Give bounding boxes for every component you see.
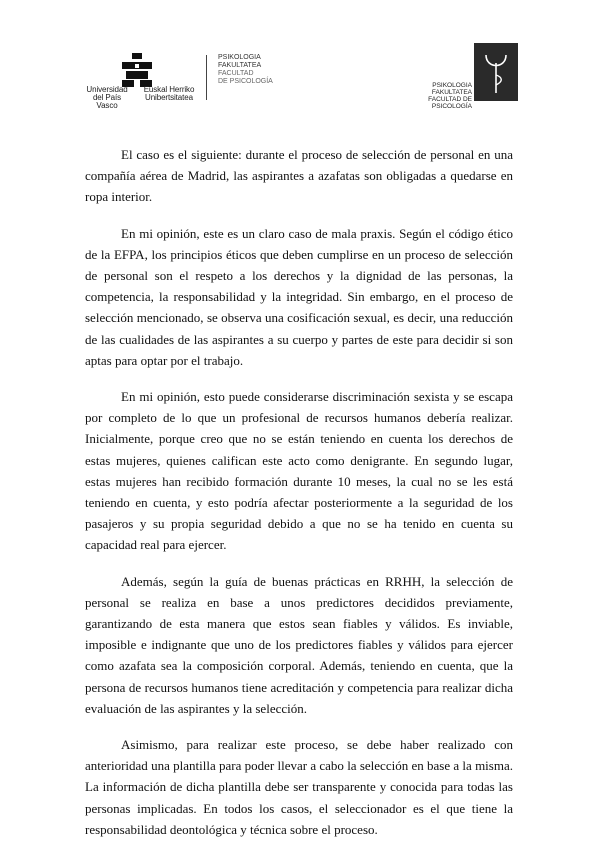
paragraph: El caso es el siguiente: durante el proceso de selección de personal en una compañía aérea de Madrid, las aspirantes a azafatas son obligadas a quedarse en ropa interior. bbox=[85, 147, 513, 205]
university-logo-icon bbox=[122, 53, 152, 87]
header-divider bbox=[206, 55, 207, 100]
faculty-caption: PSIKOLOGIA FAKULTATEA FACULTAD DE PSICOLOGÍA bbox=[428, 82, 472, 110]
paragraph: Además, según la guía de buenas prácticas en RRHH, la selección de personal se realiza en base a unos predictores decididos previamente, garantizando de esta manera que estos sean fiables y válidos. Es inviable, imposible e indignante que uno de los predictores fiables y válidos para ejercer como azafata sea la composición corporal. Además, teniendo en cuenta, que la persona de recursos humanos tiene acreditación y competencia para realizar dicha evaluación de las aspirantes y la selección. bbox=[85, 573, 513, 716]
faculty-name: PSIKOLOGIA FAKULTATEA FACULTAD DE PSICOLOGÍA bbox=[218, 54, 273, 85]
university-name-eu: Euskal Herriko Unibertsitatea bbox=[143, 85, 195, 102]
university-name-es: Universidad del País Vasco bbox=[86, 85, 128, 110]
page-header bbox=[0, 0, 600, 110]
paragraph: En mi opinión, esto puede considerarse discriminación sexista y se escapa por completo de lo que un profesional de recursos humanos debería realizar. Inicialmente, porque creo que no se están teniendo en cuenta los derechos de estas mujeres, quienes califican este acto como denigrante. En segundo lugar, estas mujeres han recibido formación durante 10 meses, la cual no se les está teniendo en cuenta, y esto podría afectar posteriormente a la seguridad de los pasajeros y su propia seguridad debido a que no se ha tenido en cuenta su capacidad real para ejercer. bbox=[85, 389, 513, 553]
paragraph: En mi opinión, este es un claro caso de mala praxis. Según el código ético de la EFPA, los principios éticos que deben cumplirse en un proceso de selección de personal son el respeto a los derechos y la dignidad de las personas, la competencia, la responsabilidad y la integridad. Sin embargo, en el proceso de selección mencionado, se observa una cosificación sexual, es decir, una reducción de las cualidades de las aspirantes a su cuerpo y partes de este para decidir si son aptas para optar por el trabajo. bbox=[85, 225, 513, 368]
document-body bbox=[85, 144, 513, 855]
paragraph: Asimismo, para realizar este proceso, se debe haber realizado con anterioridad una plantilla para poder llevar a cabo la selección en base a la misma. La información de dicha plantilla debe ser transparente y conocida para todas las personas implicadas. En todos los casos, el seleccionador es el que tiene la responsabilidad deontológica y técnica sobre el proceso. bbox=[85, 737, 513, 837]
faculty-logo-icon bbox=[474, 43, 518, 101]
